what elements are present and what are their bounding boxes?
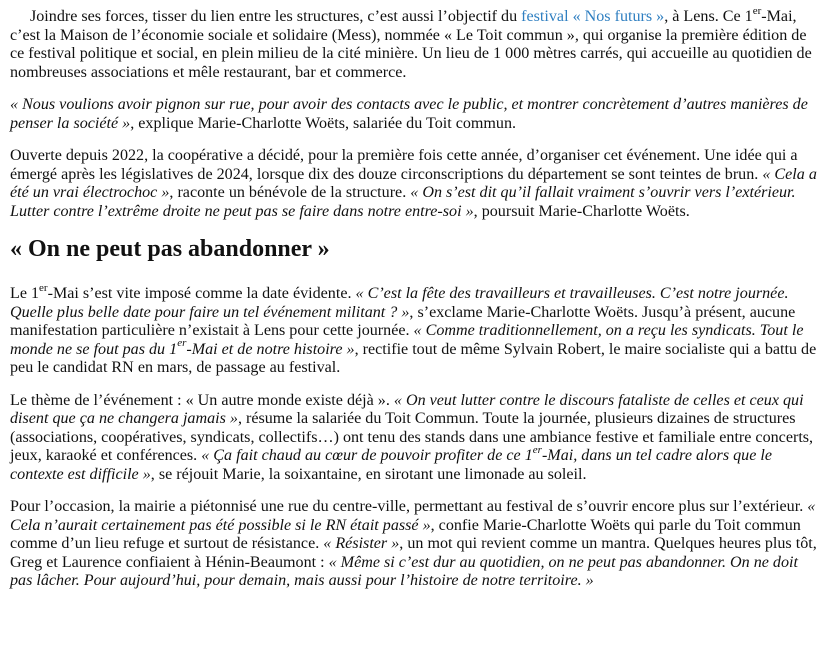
text-run: -Mai, c’est la Maison de l’économie sociale et solidaire (Mess), nommée « Le Toit commun », qui organise la première édition de ce festival politique et social, en plein milieu de la cité minière. Un lieu de 1 000 mètres carrés, qui accueille au quotidien de nombreuses associations et mêle restaurant, bar et commerce. xyxy=(10,8,812,81)
quote: « Cela a été un vrai électrochoc » xyxy=(10,165,817,201)
quote: « C’est la fête des travailleurs et travailleuses. C’est notre journée. Quelle plus belle date pour faire un tel événement militant ? » xyxy=(10,285,789,321)
text-run: Le thème de l’événement : « Un autre monde existe déjà ». xyxy=(10,391,394,409)
text-run: , raconte un bénévole de la structure. xyxy=(169,184,411,201)
quote: « Résister » xyxy=(323,535,400,552)
paragraph-intro xyxy=(10,4,817,82)
text-run: , se réjouit Marie, la soixantaine, en sirotant une limonade au soleil. xyxy=(150,465,587,483)
text-run: , rectifie tout de même Sylvain Robert, le maire socialiste qui a battu de peu le candidat RN en mars, de passage au festival. xyxy=(10,340,817,376)
quote: -Mai, dans un tel cadre alors que le contexte est difficile » xyxy=(10,447,772,483)
text-run: Joindre ses forces, tisser du lien entre les structures, c’est aussi l’objectif du xyxy=(30,8,522,25)
quote: « Ça fait chaud au cœur de pouvoir profiter de ce 1 xyxy=(201,447,533,464)
section-heading: « On ne peut pas abandonner » xyxy=(10,236,330,262)
quote: -Mai et de notre histoire » xyxy=(186,340,355,358)
quote: « On s’est dit qu’il fallait vraiment s’ouvrir vers l’extérieur. Lutter contre l’extrême droite ne peut pas se faire dans notre entre-soi » xyxy=(10,184,796,220)
superscript: er xyxy=(39,281,48,294)
quote: « Cela n’aurait certainement pas été possible si le RN était passé » xyxy=(10,498,816,534)
text-run: , poursuit Marie-Charlotte Woëts. xyxy=(473,202,690,220)
festival-link[interactable]: festival « Nos futurs » xyxy=(521,8,665,25)
paragraph-resistance xyxy=(10,498,817,591)
text-run: , confie Marie-Charlotte Woëts qui parle du Toit commun comme d’un lieu refuge et surtout de résistance. xyxy=(10,516,801,552)
quote: « Comme traditionnellement, on a reçu les syndicats. Tout le monde ne se fout pas du 1 xyxy=(10,322,804,358)
quote: « Nous voulions avoir pignon sur rue, pour avoir des contacts avec le public, et montrer concrètement d’autres manières de penser la société » xyxy=(10,96,808,132)
text-run: Pour l’occasion, la mairie a piétonnisé une rue du centre-ville, permettant au festival de s’ouvrir encore plus sur l’extérieur. xyxy=(10,498,808,515)
quote: « On veut lutter contre le discours fataliste de celles et ceux qui disent que ça ne changera jamais » xyxy=(10,391,804,427)
paragraph-date xyxy=(10,281,817,378)
text-run: Le 1 xyxy=(10,285,40,302)
paragraph-quote-woets xyxy=(10,96,817,133)
paragraph-cooperative xyxy=(10,147,817,221)
text-run: , résume la salariée du Toit Commun. Toute la journée, plusieurs dizaines de structures (associations, coopératives, syndicats, collectifs…) ont tenu des stands dans une ambiance festive et familiale entre concerts, jeux, karaoké et conférences. xyxy=(10,410,814,464)
text-run: , un mot qui revient comme un mantra. Quelques heures plus tôt, Greg et Laurence confiaient à Hénin-Beaumont : xyxy=(10,535,817,571)
superscript: er xyxy=(177,337,187,350)
quote: « Même si c’est dur au quotidien, on ne peut pas abandonner. On ne doit pas lâcher. Pour aujourd’hui, pour demain, mais aussi pour l’histoire de notre territoire. » xyxy=(10,553,798,589)
text-run: , explique Marie-Charlotte Woëts, salariée du Toit commun. xyxy=(130,114,517,132)
superscript: er xyxy=(752,4,762,17)
superscript: er xyxy=(532,443,542,456)
text-run: -Mai s’est vite imposé comme la date évidente. xyxy=(47,285,356,302)
text-run: , à Lens. Ce 1 xyxy=(664,8,753,25)
paragraph-theme xyxy=(10,392,817,485)
text-run: Ouverte depuis 2022, la coopérative a décidé, pour la première fois cette année, d’organiser cet événement. Une idée qui a émergé après les législatives de 2024, lorsque dix des douze circonscriptions du département se sont teintes de brun. xyxy=(10,147,798,183)
text-run: , s’exclame Marie-Charlotte Woëts. Jusqu’à présent, aucune manifestation particulière n’existait à Lens pour cette journée. xyxy=(10,303,796,339)
